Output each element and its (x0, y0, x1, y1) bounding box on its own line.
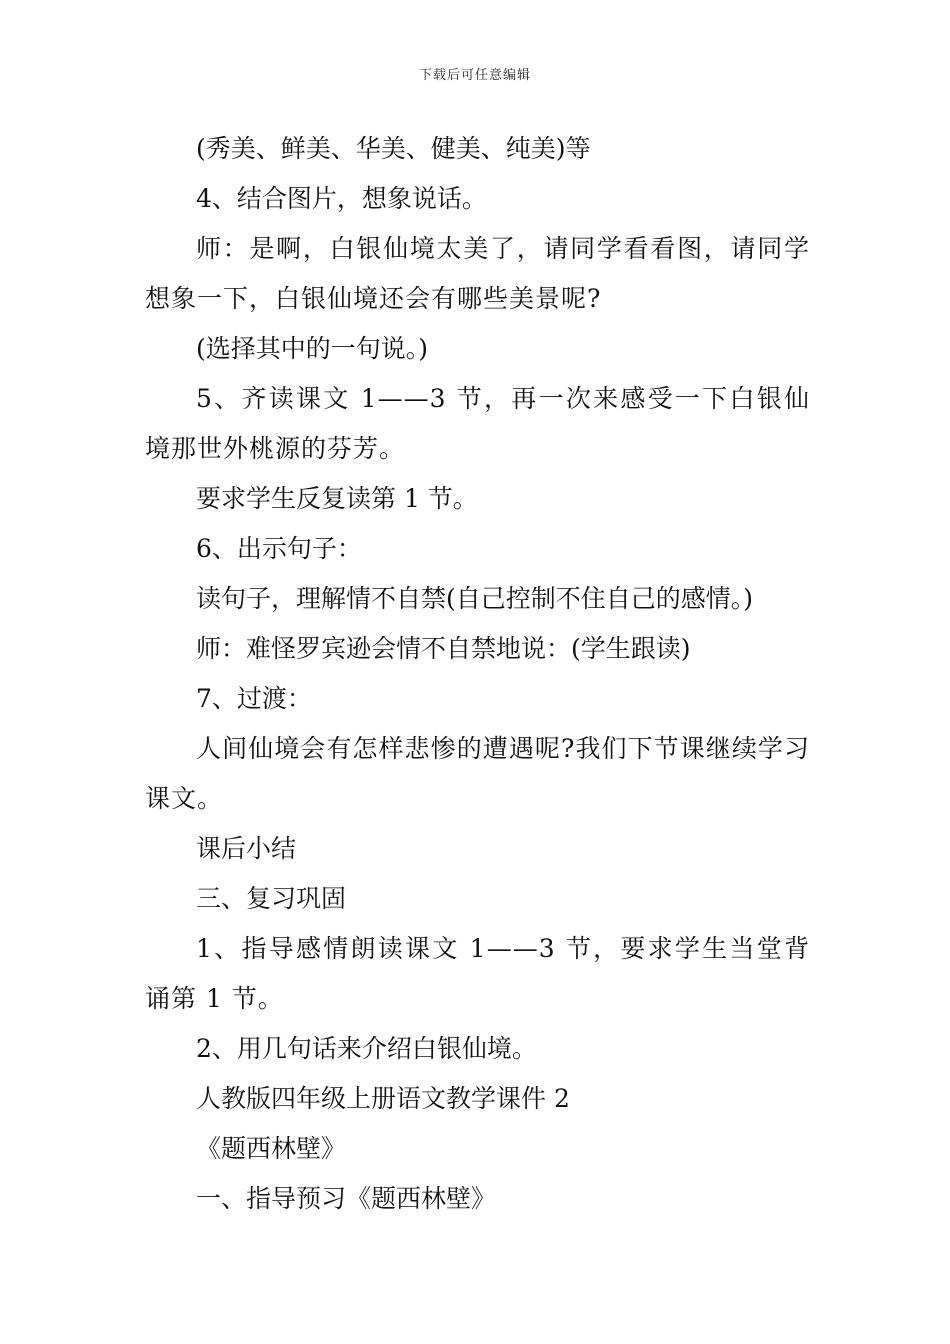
paragraph: 人间仙境会有怎样悲惨的遭遇呢?我们下节课继续学习课文。 (145, 734, 810, 813)
section-heading: 课后小结 (196, 834, 297, 863)
paragraph: 4、结合图片，想象说话。 (196, 184, 487, 213)
paragraph: (选择其中的一句说。) (196, 334, 429, 363)
paragraph: (秀美、鲜美、华美、健美、纯美)等 (196, 134, 591, 163)
document-body (145, 124, 810, 1224)
paragraph: 读句子，理解情不自禁(自己控制不住自己的感情。) (196, 584, 754, 613)
paragraph: 5、齐读课文 1——3 节，再一次来感受一下白银仙境那世外桃源的芬芳。 (145, 384, 810, 463)
paragraph: 2、用几句话来介绍白银仙境。 (196, 1034, 537, 1063)
section-heading: 三、复习巩固 (196, 884, 347, 913)
paragraph: 师：难怪罗宾逊会情不自禁地说：(学生跟读) (196, 634, 691, 663)
paragraph: 7、过渡： (196, 684, 312, 713)
section-heading: 一、指导预习《题西林壁》 (196, 1184, 497, 1213)
paragraph: 1、指导感情朗读课文 1——3 节，要求学生当堂背诵第 1 节。 (145, 934, 810, 1013)
section-heading: 人教版四年级上册语文教学课件 2 (196, 1084, 570, 1113)
paragraph: 要求学生反复读第 1 节。 (196, 484, 478, 513)
paragraph: 6、出示句子： (196, 534, 362, 563)
paragraph: 师：是啊，白银仙境太美了，请同学看看图，请同学想象一下，白银仙境还会有哪些美景呢? (145, 234, 810, 313)
section-heading: 《题西林壁》 (196, 1134, 347, 1163)
page-header-note: 下载后可任意编辑 (418, 68, 531, 83)
